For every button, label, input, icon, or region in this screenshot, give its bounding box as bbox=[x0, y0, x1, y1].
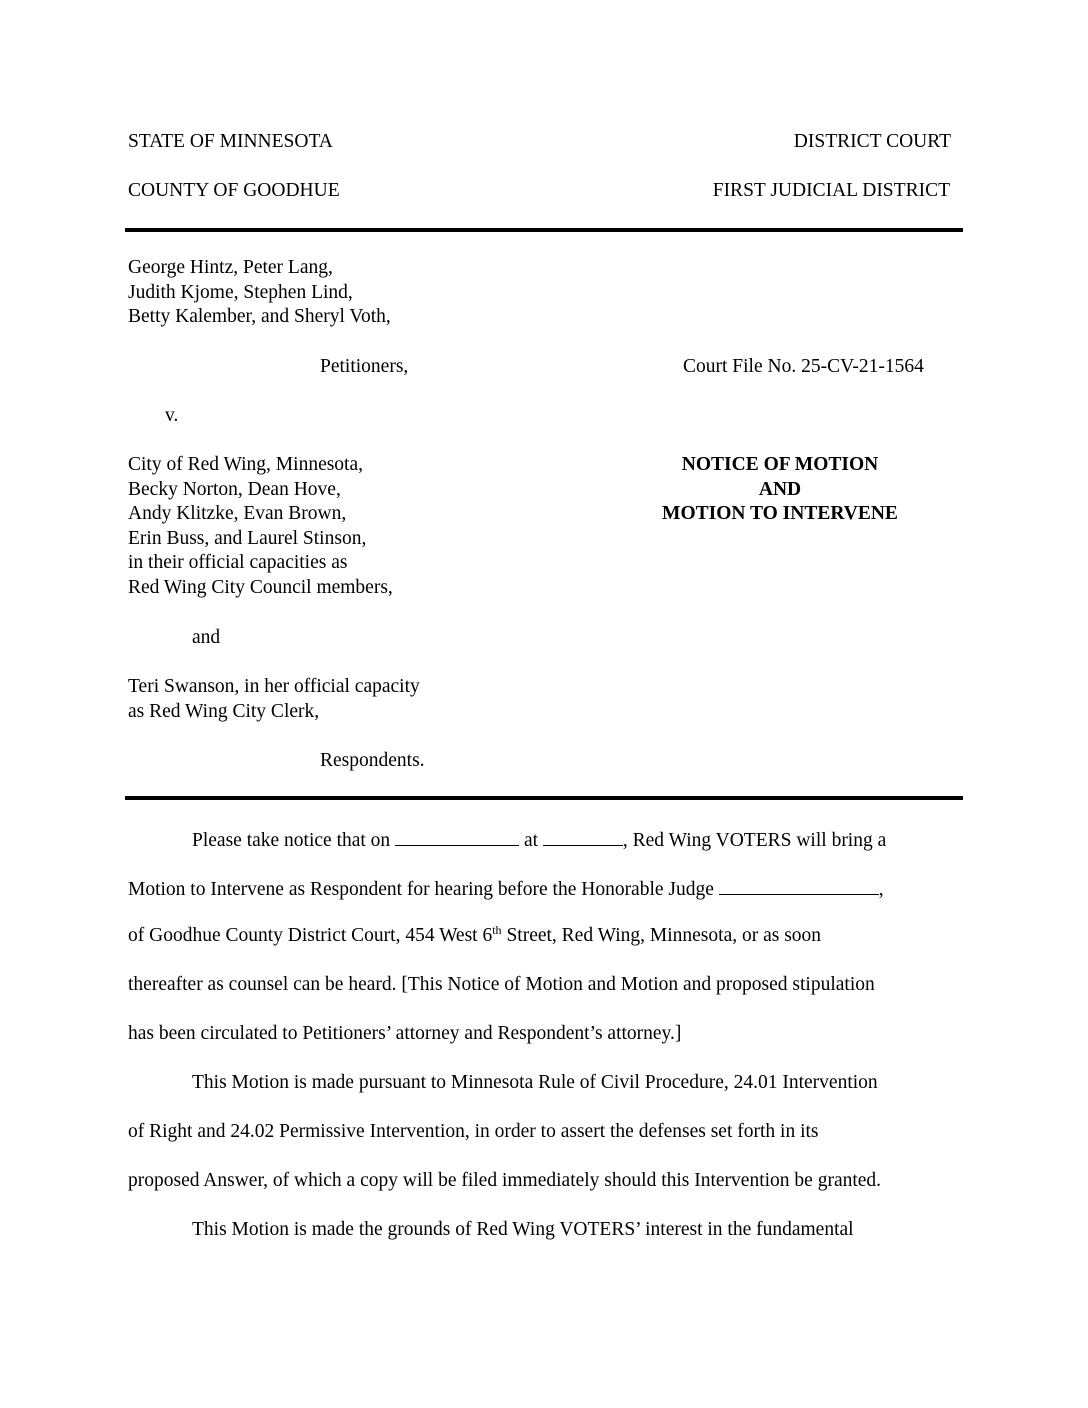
petitioner-line: Judith Kjome, Stephen Lind, bbox=[128, 281, 353, 303]
petitioner-line: George Hintz, Peter Lang, bbox=[128, 257, 333, 278]
versus: v. bbox=[165, 405, 179, 426]
body-line: has been circulated to Petitioners’ attorney and Respondent’s attorney.] bbox=[128, 1023, 682, 1044]
clerk-respondent bbox=[128, 675, 420, 724]
document-title bbox=[620, 453, 940, 527]
and-connector: and bbox=[192, 627, 221, 648]
hearing-time-blank bbox=[543, 828, 623, 846]
respondent-line: Andy Klitzke, Evan Brown, bbox=[128, 503, 347, 524]
body-line: This Motion is made pursuant to Minnesota Rule of Civil Procedure, 24.01 Intervention bbox=[192, 1072, 878, 1093]
petitioners-label: Petitioners, bbox=[320, 356, 409, 377]
respondent-line: Erin Buss, and Laurel Stinson, bbox=[128, 527, 367, 549]
court-heading: DISTRICT COURT bbox=[793, 131, 951, 152]
caption-bottom-rule bbox=[125, 796, 963, 800]
respondent-line: in their official capacities as bbox=[128, 552, 348, 573]
respondents-list bbox=[128, 453, 393, 600]
court-file-number: Court File No. 25-CV-21-1564 bbox=[683, 356, 924, 377]
body-line: of Goodhue County District Court, 454 West 6th Street, Red Wing, Minnesota, or as soon bbox=[128, 923, 822, 946]
respondent-line: Red Wing City Council members, bbox=[128, 576, 393, 598]
district-heading: FIRST JUDICIAL DISTRICT bbox=[712, 180, 950, 201]
clerk-line: Teri Swanson, in her official capacity bbox=[128, 676, 420, 697]
respondent-line: City of Red Wing, Minnesota, bbox=[128, 454, 364, 475]
respondents-label: Respondents. bbox=[320, 750, 425, 771]
title-line: NOTICE OF MOTION bbox=[681, 454, 879, 475]
petitioners-list bbox=[128, 256, 391, 330]
body-line: Motion to Intervene as Respondent for hearing before the Honorable Judge , bbox=[128, 879, 884, 900]
body-line: thereafter as counsel can be heard. [This Notice of Motion and Motion and proposed stipulation bbox=[128, 974, 875, 995]
body-line: proposed Answer, of which a copy will be filed immediately should this Intervention be granted. bbox=[128, 1170, 882, 1191]
clerk-line: as Red Wing City Clerk, bbox=[128, 700, 320, 722]
title-line: AND bbox=[758, 478, 802, 500]
body-line: Please take notice that on at , Red Wing VOTERS will bring a bbox=[192, 830, 887, 851]
body-line: This Motion is made the grounds of Red Wing VOTERS’ interest in the fundamental bbox=[192, 1219, 854, 1240]
county-heading: COUNTY OF GOODHUE bbox=[128, 180, 340, 201]
respondent-line: Becky Norton, Dean Hove, bbox=[128, 478, 341, 500]
title-line: MOTION TO INTERVENE bbox=[662, 503, 898, 524]
judge-name-blank bbox=[719, 877, 879, 895]
petitioner-line: Betty Kalember, and Sheryl Voth, bbox=[128, 306, 391, 327]
state-heading: STATE OF MINNESOTA bbox=[128, 131, 333, 152]
hearing-date-blank bbox=[395, 828, 519, 846]
body-line: of Right and 24.02 Permissive Intervention, in order to assert the defenses set forth in its bbox=[128, 1121, 819, 1142]
caption-top-rule bbox=[125, 228, 963, 232]
